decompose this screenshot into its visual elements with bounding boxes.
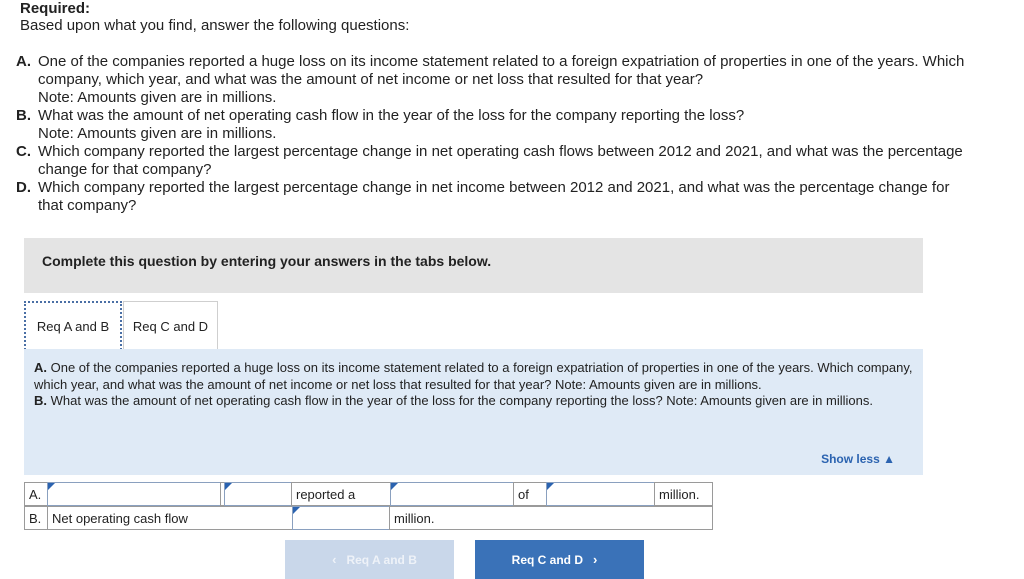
question-letter: A. <box>16 53 31 70</box>
year-input[interactable] <box>224 482 292 506</box>
question-letter: B. <box>16 107 31 124</box>
tab-req-a-and-b[interactable]: Req A and B <box>24 301 122 350</box>
question-text: One of the companies reported a huge loss on its income statement related to a foreign expatriation of properties in one of the years. Which company, which year, and what was the amount of net income or net loss that resulted for that year? <box>38 53 965 88</box>
tab-req-c-and-d[interactable]: Req C and D <box>123 301 218 350</box>
reported-label: reported a <box>291 482 391 506</box>
required-heading: Required: <box>20 0 91 17</box>
question-text: What was the amount of net operating cash flow in the year of the loss for the company reporting the loss? <box>38 107 745 124</box>
panel-text <box>34 360 919 410</box>
question-letter: D. <box>16 179 31 196</box>
amount-input[interactable] <box>546 482 655 506</box>
panel-question-a: One of the companies reported a huge loss on its income statement related to a foreign expatriation of properties in one of the years. Which company, which year, and what was the amount of net income or net loss that resulted for that year? Note: Amounts given are in millions. <box>34 360 913 392</box>
show-less-link[interactable] <box>821 452 895 466</box>
income-type-select[interactable] <box>390 482 514 506</box>
next-button[interactable] <box>475 540 644 579</box>
answer-row-a <box>24 482 714 506</box>
question-letter: C. <box>16 143 31 160</box>
panel-letter-a: A. <box>34 360 47 375</box>
answer-grid <box>24 482 714 530</box>
question-b <box>16 107 976 143</box>
question-panel <box>24 349 923 475</box>
question-note: Note: Amounts given are in millions. <box>38 125 277 142</box>
question-c <box>16 143 976 179</box>
instructions-banner <box>24 238 923 293</box>
question-d <box>16 179 976 215</box>
net-operating-cash-flow-label: Net operating cash flow <box>47 506 293 530</box>
question-list <box>16 53 976 215</box>
prev-button-label: Req A and B <box>346 552 417 567</box>
question-note: Note: Amounts given are in millions. <box>38 89 277 106</box>
million-label: million. <box>654 482 713 506</box>
instruction-text: Based upon what you find, answer the following questions: <box>20 17 410 34</box>
next-button-label: Req C and D <box>511 552 583 567</box>
question-text: Which company reported the largest percentage change in net income between 2012 and 2021, and what was the percentage change for that company? <box>38 179 950 214</box>
cash-flow-input[interactable] <box>292 506 390 530</box>
triangle-up-icon: ▲ <box>883 452 895 466</box>
prev-button[interactable] <box>285 540 454 579</box>
panel-letter-b: B. <box>34 393 47 408</box>
banner-text: Complete this question by entering your answers in the tabs below. <box>42 253 492 269</box>
chevron-right-icon: › <box>593 552 598 567</box>
row-label-b: B. <box>24 506 48 530</box>
row-label-a: A. <box>24 482 48 506</box>
chevron-left-icon: ‹ <box>332 552 337 567</box>
panel-question-b: What was the amount of net operating cash flow in the year of the loss for the company reporting the loss? Note: Amounts given are in millions. <box>50 393 873 408</box>
answer-row-b <box>24 506 714 530</box>
of-label: of <box>513 482 547 506</box>
question-text: Which company reported the largest percentage change in net operating cash flows between 2012 and 2021, and what was the percentage change for that company? <box>38 143 963 178</box>
company-input[interactable] <box>47 482 221 506</box>
show-less-label: Show less <box>821 452 880 466</box>
question-a <box>16 53 976 107</box>
million-label-b: million. <box>389 506 713 530</box>
